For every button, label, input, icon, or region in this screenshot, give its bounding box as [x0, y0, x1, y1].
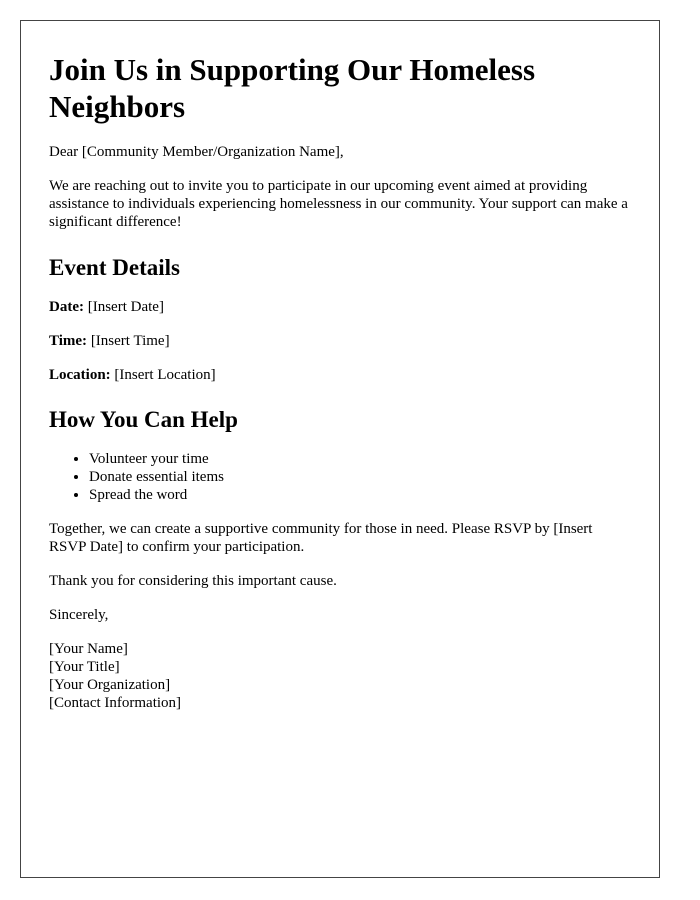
help-item-donate: • Donate essential items — [89, 468, 631, 486]
how-you-can-help-heading: How You Can Help — [49, 407, 238, 432]
thanks-paragraph: Thank you for considering this important cause. — [49, 573, 337, 589]
help-item-volunteer: • Volunteer your time — [89, 450, 631, 468]
letter-title: Join Us in Supporting Our Homeless Neighbors — [49, 52, 536, 124]
event-location — [49, 366, 631, 384]
event-location-value: [Insert Location] — [114, 367, 216, 383]
help-item-spread-word: • Spread the word — [89, 486, 631, 504]
signature-organization: [Your Organization] — [49, 677, 171, 693]
closing-paragraph: Together, we can create a supportive community for those in need. Please RSVP by [Insert RSVP Date] to confirm your participation. — [49, 521, 593, 555]
signature-contact: [Contact Information] — [49, 695, 182, 711]
event-details-heading: Event Details — [49, 255, 180, 280]
help-list — [49, 450, 631, 504]
letter-container — [20, 20, 660, 878]
event-date-label: Date: — [49, 299, 84, 315]
signature-block — [49, 640, 631, 712]
event-location-label: Location: — [49, 367, 111, 383]
event-time-value: [Insert Time] — [90, 333, 170, 349]
signature-title: [Your Title] — [49, 659, 120, 675]
intro-paragraph: We are reaching out to invite you to participate in our upcoming event aimed at providing assistance to individuals experiencing homelessness in our community. Your support can make a significant difference! — [49, 178, 628, 230]
signoff: Sincerely, — [49, 607, 109, 623]
event-date-value: [Insert Date] — [87, 299, 164, 315]
signature-name: [Your Name] — [49, 641, 128, 657]
event-time-label: Time: — [49, 333, 88, 349]
salutation: Dear [Community Member/Organization Name], — [49, 144, 344, 160]
event-date — [49, 298, 631, 316]
event-time — [49, 332, 631, 350]
